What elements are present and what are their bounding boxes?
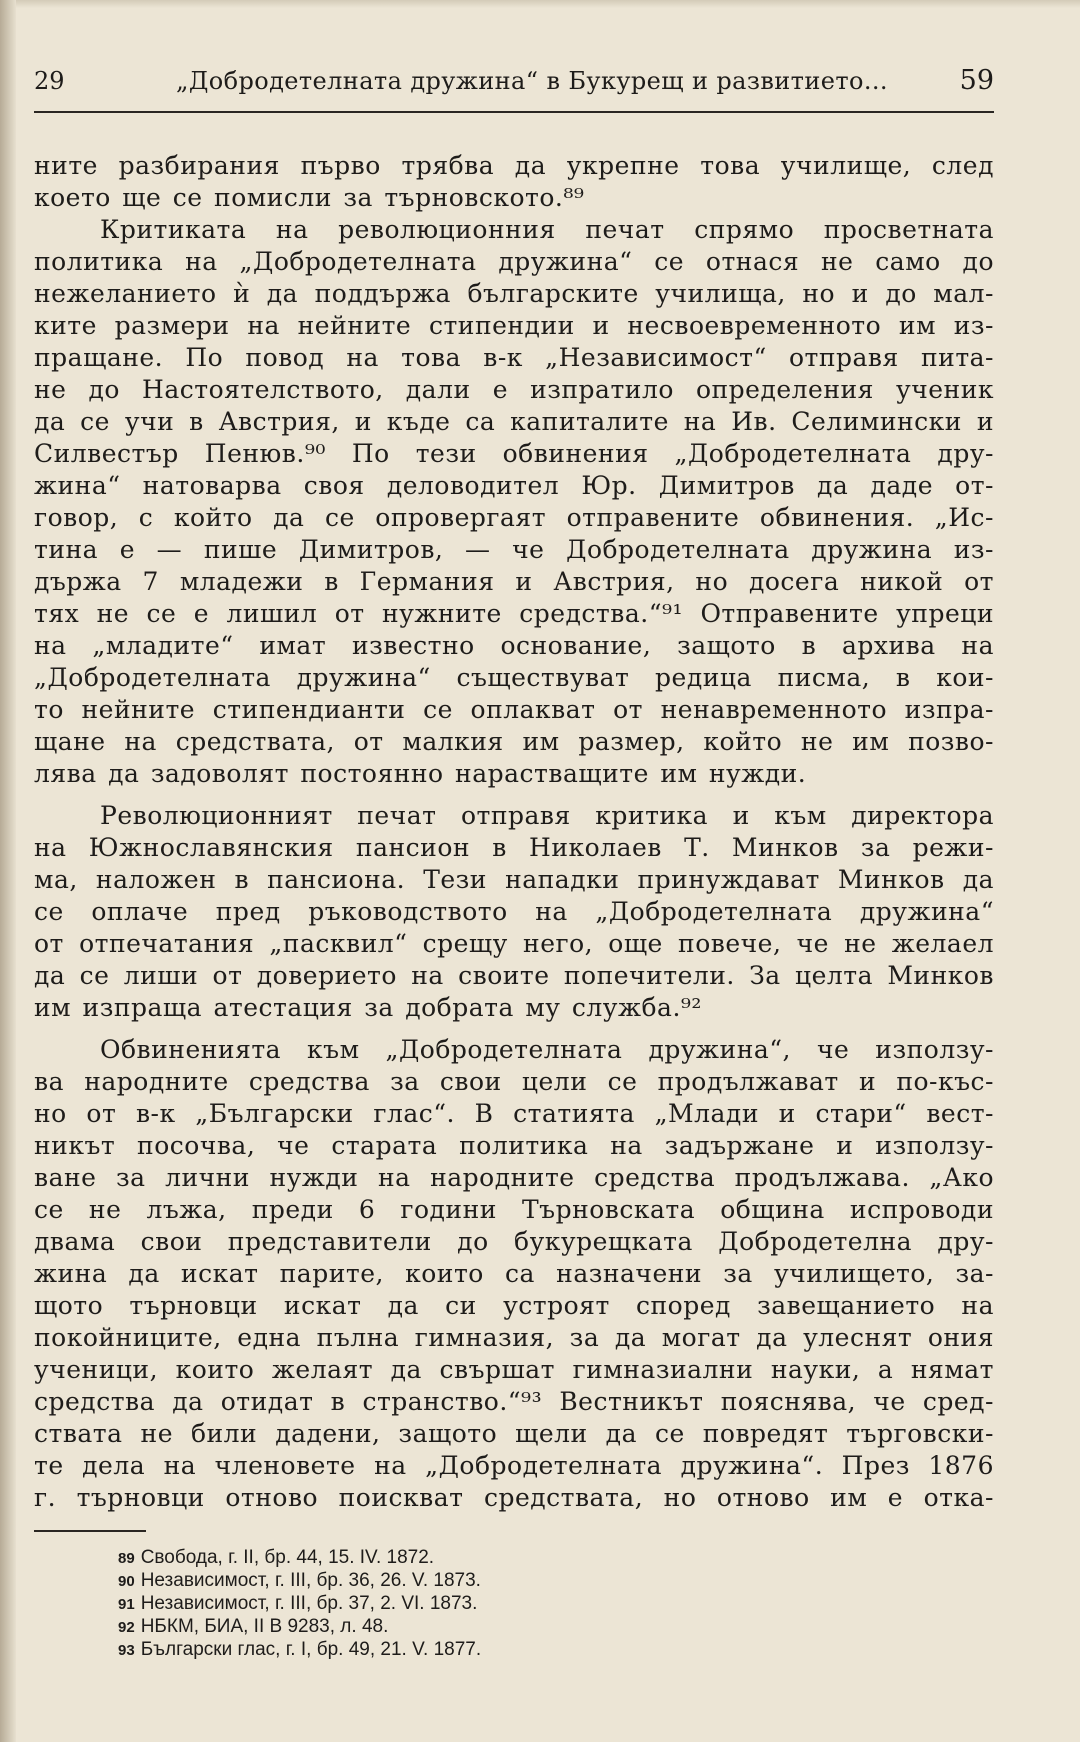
text-line: не до Настоятелството, дали е изпратило определения ученик [34,375,994,404]
footnote-number: 91 [118,1596,135,1613]
text-line: политика на „Добродетелната дружина“ се отнася не само до [34,247,994,276]
footnote [118,1638,818,1661]
footnote-text: Свобода, г. II, бр. 44, 15. IV. 1872. [140,1547,435,1568]
header-rule [34,111,994,113]
scan-binding-edge [0,0,16,1742]
text-line: което ще се помисли за търновското.⁸⁹ [34,183,585,212]
text-line: да се учи в Австрия, и къде са капиталите на Ив. Селимински и [34,407,994,436]
text-line: Критиката на революционния печат спрямо просветната [100,215,994,244]
text-line: се оплаче пред ръководството на „Добродетелната дружина“ [34,897,994,926]
text-line: Обвиненията към „Добродетелната дружина“, че използу- [100,1035,994,1064]
footnote-text: Независимост, г. III, бр. 37, 2. VI. 1873. [140,1593,478,1614]
text-line: пращане. По повод на това в-к „Независимост“ отправя пита- [34,343,994,372]
text-line: от отпечатания „пасквил“ срещу него, още повече, че не желаел [34,929,994,958]
footnote-text: Независимост, г. III, бр. 36, 26. V. 1873. [140,1570,481,1591]
text-line: ване за лични нужди на народните средства продължава. „Ако [34,1163,994,1192]
text-line: жина да искат парите, които са назначени за училището, за- [34,1259,994,1288]
footnote-rule [34,1530,146,1532]
footnote-number: 92 [118,1619,135,1636]
text-line: ните разбирания първо трябва да укрепне това училище, след [34,151,994,180]
footnotes [118,1546,818,1661]
text-line: ствата не били дадени, защото щели да се повредят търговски- [34,1419,994,1448]
text-line: те дела на членовете на „Добродетелната дружина“. През 1876 [34,1451,994,1480]
text-line: говор, с който да се опровергаят отправените обвинения. „Ис- [34,503,994,532]
text-line: на „младите“ имат известно основание, защото в архива на [34,631,994,660]
text-line: да се лиши от доверието на своите попечители. За целта Минков [34,961,994,990]
footnote-number: 89 [118,1550,135,1567]
running-title: „Добродетелната дружина“ в Букурещ и развитието... [176,67,888,95]
text-line: жина“ натоварва своя деловодител Юр. Димитров да даде от- [34,471,994,500]
footnote [118,1615,818,1638]
text-line: щото търновци искат да си устроят според завещанието на [34,1291,994,1320]
page-number-left: 29 [34,67,65,95]
text-line: на Южнославянския пансион в Николаев Т. Минков за режи- [34,833,994,862]
text-line: ма, наложен в пансиона. Тези нападки принуждават Минков да [34,865,994,894]
page-top-edge [0,0,1080,8]
body-text [34,150,994,1514]
text-line: Революционният печат отправя критика и към директора [100,801,994,830]
text-line: се не лъжа, преди 6 години Търновската община испроводи [34,1195,994,1224]
footnote-text: НБКМ, БИА, II В 9283, л. 48. [140,1616,389,1637]
text-line: тина е — пише Димитров, — че Добродетелната дружина из- [34,535,994,564]
text-line: но от в-к „Български глас“. В статията „Млади и стари“ вест- [34,1099,994,1128]
text-line: им изпраща атестация за добрата му служба.⁹² [34,993,702,1022]
text-line: нежеланието ѝ да поддържа българските училища, но и до мал- [34,279,994,308]
footnote-text: Български глас, г. I, бр. 49, 21. V. 1877. [140,1639,482,1660]
page-number-right: 59 [959,65,994,96]
text-line: щане на средствата, от малкия им размер, който не им позво- [34,727,994,756]
text-line: ученици, които желаят да свършат гимназиални науки, а нямат [34,1355,994,1384]
text-line: държа 7 младежи в Германия и Австрия, но досега никой от [34,567,994,596]
text-line: тях не се е лишил от нужните средства.“⁹¹ Отправените упреци [34,599,994,628]
text-line: г. търновци отново поискват средствата, но отново им е отка- [34,1483,994,1512]
footnote [118,1546,818,1569]
text-line: двама свои представители до букурещката Добродетелна дру- [34,1227,994,1256]
footnote [118,1592,818,1615]
text-line: ва народните средства за свои цели се продължават и по-къс- [34,1067,994,1096]
footnote [118,1569,818,1592]
text-line: покойниците, една пълна гимназия, за да могат да улеснят ония [34,1323,994,1352]
footnote-number: 90 [118,1573,135,1590]
footnote-number: 93 [118,1642,135,1659]
text-line: ките размери на нейните стипендии и несвоевременното им из- [34,311,994,340]
text-line: лява да задоволят постоянно нарастващите им нужди. [34,759,807,788]
text-line: средства да отидат в странство.“⁹³ Вестникът пояснява, че сред- [34,1387,994,1416]
text-line: то нейните стипендианти се оплакват от ненавременното изпра- [34,695,994,724]
running-header [34,66,994,102]
text-line: никът посочва, че старата политика на задържане и използу- [34,1131,994,1160]
text-line: „Добродетелната дружина“ съществуват редица писма, в кои- [34,663,994,692]
text-line: Силвестър Пенюв.⁹⁰ По тези обвинения „Добродетелната дру- [34,439,994,468]
